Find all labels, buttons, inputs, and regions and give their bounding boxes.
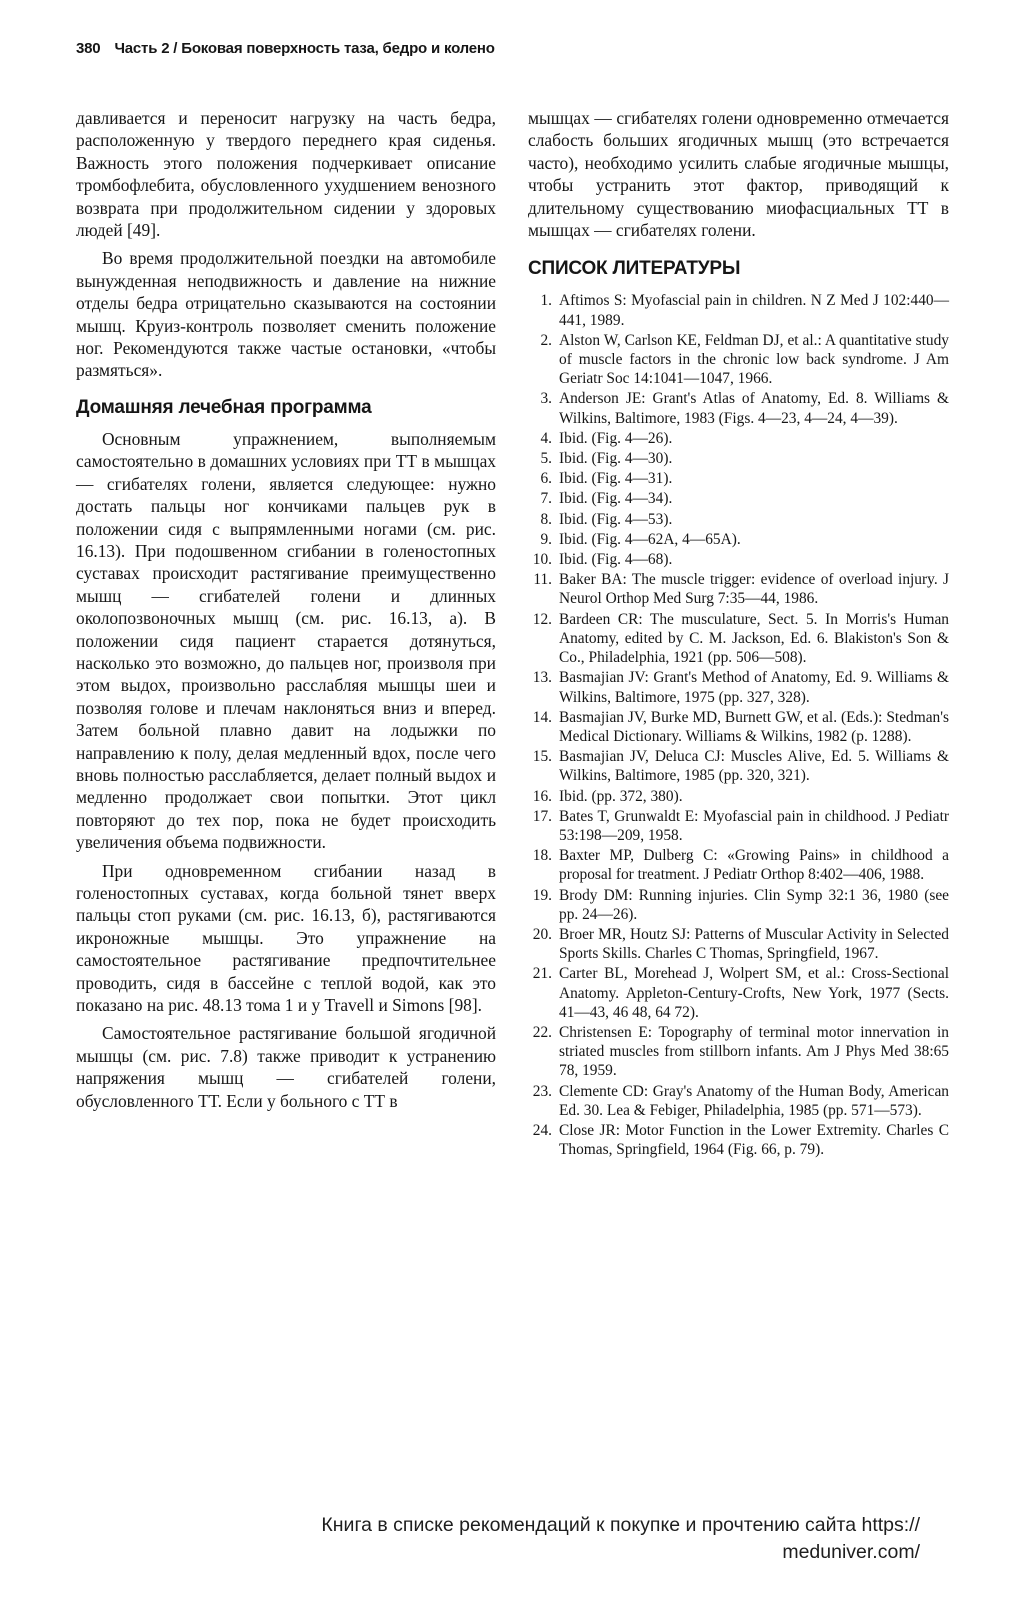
footer-line: meduniver.com/ (782, 1541, 920, 1563)
reference-item (528, 291, 949, 329)
reference-number: 20. (532, 925, 552, 943)
reference-item (528, 747, 949, 785)
running-head (76, 40, 495, 57)
reference-item (528, 489, 949, 508)
reference-text: Close JR: Motor Function in the Lower Extremity. Charles C Thomas, Springfield, 1964 (Fig. 66, p. 79). (559, 1121, 949, 1159)
reference-text: Ibid. (Fig. 4—62A, 4—65A). (559, 530, 741, 548)
reference-number: 24. (532, 1121, 552, 1139)
reference-number: 4. (540, 429, 552, 447)
reference-text: Brody DM: Running injuries. Clin Symp 32:1 36, 1980 (see pp. 24—26). (559, 886, 949, 923)
body-paragraph: Самостоятельное растягивание большой ягодичной мышцы (см. рис. 7.8) также приводит к устранению напряжения мышц — сгибателей голени, обусловленного ТТ. Если у больного с ТТ в (76, 1023, 496, 1111)
body-paragraph: давливается и переносит нагрузку на часть бедра, расположенную у твердого переднего края сиденья. Важность этого положения подчеркивает описание тромбофлебита, обусловленного ухудшением венозного возврата при продолжительном сидении у здоровых людей [49]. (76, 108, 496, 241)
reference-text: Ibid. (Fig. 4—68). (559, 551, 673, 569)
reference-text: Ibid. (Fig. 4—34). (559, 490, 673, 508)
reference-number: 23. (532, 1082, 552, 1100)
reference-text: Ibid. (Fig. 4—26). (559, 429, 673, 447)
reference-number: 15. (532, 748, 552, 766)
reference-number: 22. (532, 1023, 552, 1041)
references-list (528, 291, 949, 1159)
reference-text: Aftimos S: Myofascial pain in children. N Z Med J 102:440—441, 1989. (559, 292, 949, 329)
body-paragraph: При одновременном сгибании назад в голеностопных суставах, когда больной тянет вверх пальцы стоп руками (см. рис. 16.13, б), растягиваются икроножные мышцы. Это упражнение на самостоятельное растягивание предпочтительнее проводить, сидя в бассейне с теплой водой, как это показано на рис. 48.13 тома 1 и у Travell и Simons [98]. (76, 860, 496, 1016)
footer-line: Книга в списке рекомендаций к покупке и прочтению сайта https:// (321, 1514, 920, 1536)
reference-number: 6. (540, 470, 552, 488)
reference-item (528, 610, 949, 668)
reference-item (528, 807, 949, 845)
left-column (76, 107, 496, 1112)
reference-number: 12. (532, 610, 552, 628)
reference-text: Ibid. (Fig. 4—31). (559, 470, 673, 488)
reference-item (528, 846, 949, 884)
body-paragraph: Основным упражнением, выполняемым самостоятельно в домашних условиях при ТТ в мышцах — сгибателях голени, является следующее: нужно достать пальцы ног кончиками пальцев рук в положении сидя с выпрямленными ногами (см. рис. 16.13). При подошвенном сгибании в голеностопных суставах происходит растягивание преимущественно мышц — сгибателей голени и длинных околопозвоночных мышц (см. рис. 16.13, а). В положении сидя пациент старается дотянуться, насколько это возможно, до пальцев ног, произволя при этом выдох, произвольно расслабляя мышцы шеи и позволяя голове и плечам наклоняться вниз и вперед. Затем больной плавно давит на лодыжки по направлению к полу, делая медленный вдох, после чего вновь полностью расслабляется, делает полный выдох и медленно продолжает свои попытки. Этот цикл повторяют до тех пор, пока не будет происходить увеличения объема подвижности. (76, 428, 496, 853)
reference-number: 10. (532, 551, 552, 569)
reference-item (528, 1082, 949, 1120)
reference-number: 16. (532, 787, 552, 805)
reference-item (528, 1121, 949, 1159)
reference-item (528, 925, 949, 963)
reference-item (528, 708, 949, 746)
reference-number: 18. (532, 847, 552, 865)
reference-number: 21. (532, 965, 552, 983)
reference-item (528, 1023, 949, 1081)
reference-text: Anderson JE: Grant's Atlas of Anatomy, Ed. 8. Williams & Wilkins, Baltimore, 1983 (Figs. 4—23, 4—24, 4—39). (559, 390, 949, 427)
site-footer (168, 1512, 920, 1566)
reference-text: Christensen E: Topography of terminal motor innervation in striated muscles from stillborn infants. Am J Phys Med 38:65 78, 1959. (559, 1023, 949, 1080)
reference-text: Ibid. (Fig. 4—30). (559, 450, 673, 468)
reference-item (528, 429, 949, 448)
reference-item (528, 530, 949, 549)
reference-text: Basmajian JV, Burke MD, Burnett GW, et al. (Eds.): Stedman's Medical Dictionary. Williams & Wilkins, 1982 (p. 1288). (559, 708, 949, 745)
reference-number: 14. (532, 708, 552, 726)
reference-text: Bates T, Grunwaldt E: Myofascial pain in childhood. J Pediatr 53:198—209, 1958. (559, 807, 949, 844)
reference-text: Basmajian JV, Deluca CJ: Muscles Alive, Ed. 5. Williams & Wilkins, Baltimore, 1985 (pp. 320, 321). (559, 748, 949, 785)
reference-number: 9. (540, 530, 552, 548)
body-paragraph: мышцах — сгибателях голени одновременно отмечается слабость больших ягодичных мышц (это встречается часто), необходимо усилить слабые ягодичные мышцы, чтобы устранить этот фактор, приводящий к длительному существованию миофасциальных ТТ в мышцах — сгибателях голени. (528, 108, 949, 241)
reference-text: Alston W, Carlson KE, Feldman DJ, et al.: A quantitative study of muscle factors in the chronic low back syndrome. J Am Geriatr Soc 14:1041—1047, 1966. (559, 331, 949, 388)
reference-text: Bardeen CR: The musculature, Sect. 5. In Morris's Human Anatomy, edited by C. M. Jackson, Ed. 6. Blakiston's Son & Co., Philadelphia, 1921 (pp. 506—508). (559, 610, 949, 667)
reference-number: 3. (540, 390, 552, 408)
section-heading: Домашняя лечебная программа (76, 396, 372, 418)
reference-number: 11. (533, 571, 552, 589)
running-head-title: Часть 2 / Боковая поверхность таза, бедро и колено (114, 40, 495, 57)
reference-item (528, 449, 949, 468)
reference-text: Ibid. (Fig. 4—53). (559, 510, 673, 528)
reference-item (528, 964, 949, 1022)
references-heading: СПИСОК ЛИТЕРАТУРЫ (528, 258, 741, 280)
reference-item (528, 469, 949, 488)
body-paragraph: Во время продолжительной поездки на автомобиле вынужденная неподвижность и давление на нижние отделы бедра отрицательно сказываются на состоянии мышц. Круиз-контроль позволяет сменить положение ног. Рекомендуются также частые остановки, «чтобы размяться». (76, 248, 496, 381)
reference-item (528, 570, 949, 608)
reference-number: 7. (540, 490, 552, 508)
reference-number: 13. (532, 669, 552, 687)
reference-number: 5. (540, 450, 552, 468)
reference-item (528, 668, 949, 706)
reference-text: Baker BA: The muscle trigger: evidence of overload injury. J Neurol Orthop Med Surg 7:35—44, 1986. (559, 571, 949, 608)
reference-number: 1. (540, 292, 552, 310)
reference-text: Broer MR, Houtz SJ: Patterns of Muscular Activity in Selected Sports Skills. Charles C Thomas, Springfield, 1967. (559, 925, 949, 963)
reference-item (528, 787, 949, 806)
reference-text: Baxter MP, Dulberg C: «Growing Pains» in childhood a proposal for treatment. J Pediatr Orthop 8:402—406, 1988. (559, 847, 949, 884)
reference-item (528, 331, 949, 389)
reference-number: 2. (540, 331, 552, 349)
reference-number: 8. (540, 510, 552, 528)
reference-item (528, 510, 949, 529)
page-number: 380 (76, 40, 101, 57)
reference-text: Basmajian JV: Grant's Method of Anatomy, Ed. 9. Williams & Wilkins, Baltimore, 1975 (pp. 327, 328). (559, 669, 949, 706)
right-column (528, 107, 949, 1159)
reference-number: 19. (532, 886, 552, 904)
reference-text: Ibid. (pp. 372, 380). (559, 787, 683, 805)
reference-item (528, 389, 949, 427)
reference-item (528, 550, 949, 569)
reference-item (528, 886, 949, 924)
reference-text: Clemente CD: Gray's Anatomy of the Human Body, American Ed. 30. Lea & Febiger, Philadelphia, 1985 (pp. 571—573). (559, 1082, 949, 1119)
reference-text: Carter BL, Morehead J, Wolpert SM, et al.: Cross-Sectional Anatomy. Appleton-Century-Crofts, New York, 1977 (Sects. 41—43, 46 48, 64 72). (559, 965, 949, 1021)
reference-number: 17. (532, 807, 552, 825)
